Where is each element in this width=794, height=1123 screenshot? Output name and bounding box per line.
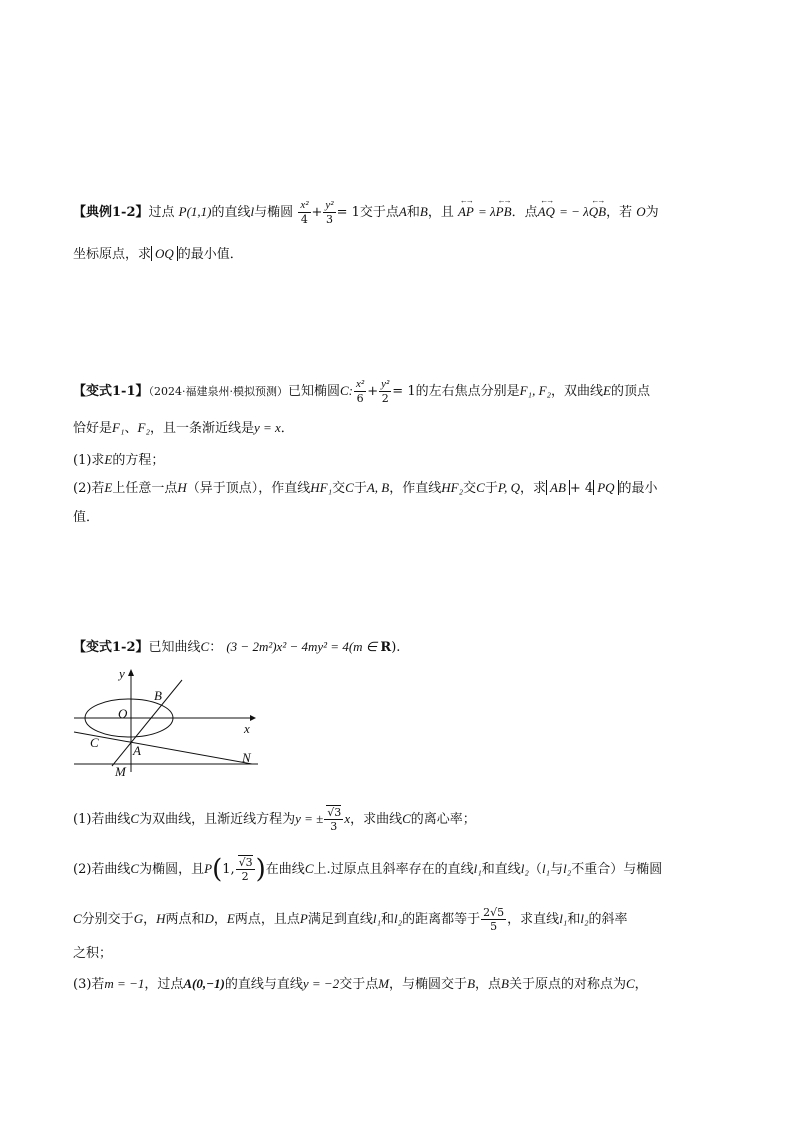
label-x: x [244, 721, 250, 736]
fraction-y2-2: $\frac{\text{y²}}{2}$ [381, 378, 390, 405]
vector-ap: ←→ AP [458, 202, 474, 222]
abs-ab: AB [546, 480, 570, 495]
variant-label: 【变式1-2】 [73, 640, 149, 655]
variant-label: 【变式1-1】 [73, 384, 149, 399]
vector-qb: ←→ QB [589, 202, 606, 222]
variant-1-1-q2-line1: (2)若E上任意一点H（异于顶点），作直线HF₁交C于A, B，作直线HF₂交C于P, Q，求 AB + 4 PQ 的最小 [73, 480, 658, 496]
label-b: B [154, 688, 162, 703]
curve-equation: (3 − 2m²)x² − 4my² = 4(m ∈ [226, 639, 381, 654]
example-1-2-line1: 【典例1-2】过点 P(1,1)的直线l与椭圆 $\frac{\text{x²}}{4}$ + $\frac{\text{y²}}{3}$ = 1交于点A和B，且 ←→ AP = λ←→ PB．点←→ AQ = − λ←→ QB，若 O为 [73, 199, 659, 226]
label-a: A [133, 743, 141, 758]
example-label: 【典例1-2】 [73, 205, 149, 220]
text: 交于点 [359, 205, 399, 220]
label-m: M [115, 764, 126, 779]
fraction-y2-3: $\frac{\text{y²}}{3}$ [325, 199, 334, 226]
vector-aq: ←→ AQ [538, 202, 555, 222]
fraction-2sqrt5-5: $\frac{2√5}{5}$ [483, 906, 505, 933]
variant-1-1-line1: 【变式1-1】（2024·福建泉州·模拟预测）已知椭圆C: $\frac{\text{x²}}{6}$ + $\frac{\text{y²}}{2}$ = 1的左右焦点分别是F₁, F₂，双曲线E的顶点 [73, 378, 651, 405]
math-point-p: P(1,1) [178, 204, 212, 219]
source-tag: （2024·福建泉州·模拟预测） [148, 385, 288, 398]
label-y: y [119, 666, 125, 681]
variant-1-1-line2: 恰好是F₁、F₂，且一条渐近线是y = x． [73, 420, 294, 436]
vector-pb: ←→ PB [496, 202, 512, 222]
line-cn [74, 732, 252, 764]
text: 的直线 [211, 205, 251, 220]
geometry-figure [68, 662, 268, 782]
abs-pq: PQ [593, 480, 618, 495]
label-c: C [90, 735, 99, 750]
variant-1-2-p2-line2: C分别交于G，H两点和D，E两点，且点P满足到直线l₁和l₂的距离都等于 $\frac{2√5}{5}$ ，求直线l₁和l₂的斜率 [73, 906, 628, 933]
text: 与椭圆 [254, 205, 294, 220]
label-o: O [118, 706, 128, 721]
variant-1-2-p1: (1)若曲线C为双曲线，且渐近线方程为y = ± $\frac{√3}{3}$ x，求曲线C的离心率； [73, 806, 476, 833]
variant-1-2-p2-line3: 之积； [73, 946, 113, 961]
variant-1-2-p2-line1: (2)若曲线C为椭圆，且P(1, $\frac{√3}{2}$ )在曲线C上.过原点且斜率存在的直线l₁和直线l₂（l₁与l₂不重合）与椭圆 [73, 854, 663, 885]
fraction-sqrt3-2: $\frac{√3}{2}$ [236, 856, 255, 883]
variant-1-1-q2-line2: 值． [73, 510, 100, 525]
label-n: N [242, 750, 251, 765]
variant-1-1-q1: (1)求E的方程； [73, 452, 165, 468]
fraction-x2-6: $\frac{\text{x²}}{6}$ [356, 378, 365, 405]
abs-oq: OQ [151, 246, 178, 261]
x-axis-arrow [250, 715, 256, 721]
text: 过点 [148, 205, 175, 220]
fraction-sqrt3-3: $\frac{√3}{3}$ [324, 806, 343, 833]
fraction-x2-4: $\frac{\text{x²}}{4}$ [300, 199, 309, 226]
math-line-l: l [250, 204, 255, 219]
variant-1-2-p3: (3)若m = −1，过点A(0,−1)的直线与直线y = −2交于点M，与椭圆交于B，点B关于原点的对称点为C， [73, 976, 648, 992]
variant-1-2-line1: 【变式1-2】已知曲线C： (3 − 2m²)x² − 4my² = 4(m ∈ R). [73, 639, 401, 655]
example-1-2-line2: 坐标原点，求 OQ 的最小值． [73, 246, 243, 262]
y-axis-arrow [128, 669, 134, 676]
